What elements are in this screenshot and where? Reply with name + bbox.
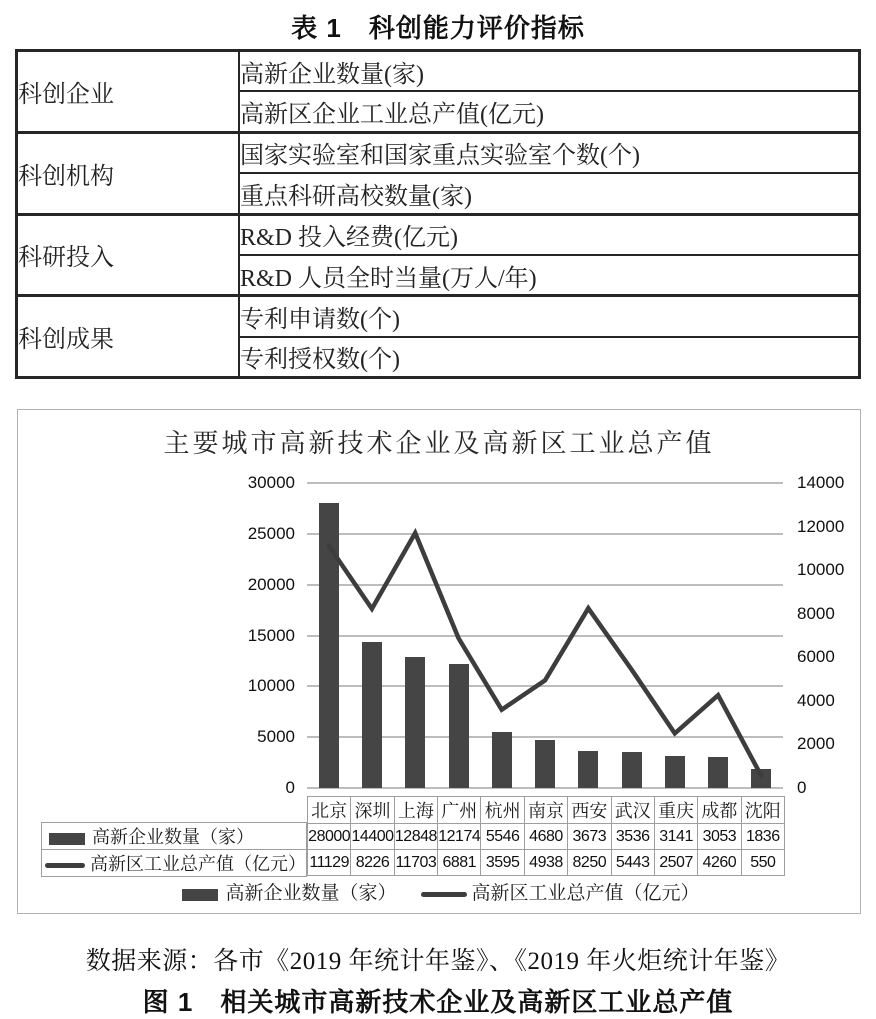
series-name-cell [42,823,307,850]
indicator-table [15,49,861,379]
category-cell: 科创成果 [17,296,240,378]
category-cell: 科研投入 [17,214,240,296]
city-label-cell: 广州 [438,797,481,824]
line-value-cell: 4938 [524,850,567,876]
line-value-cell: 2507 [654,850,697,876]
left-axis-tick-label: 30000 [247,473,295,492]
indicator-cell: R&D 投入经费(亿元) [239,214,860,255]
series-name-label: 高新区工业总产值（亿元） [90,854,306,874]
line-swatch-icon [421,892,467,897]
data-source-note: 数据来源：各市《2019 年统计年鉴》、《2019 年火炬统计年鉴》 [85,948,791,975]
legend-label: 高新企业数量（家） [225,883,397,904]
line-value-cell: 3595 [481,850,524,876]
bar-value-cell: 3673 [568,824,611,850]
city-label-cell: 重庆 [654,797,697,824]
line-path [329,533,762,776]
city-label-cell: 杭州 [481,797,524,824]
city-label-cell: 南京 [524,797,567,824]
table-row [42,850,307,877]
table-row [17,214,860,255]
chart-data-table [307,796,785,876]
right-axis-tick-label: 8000 [797,603,835,623]
right-axis-tick-label: 2000 [797,734,835,754]
indicator-cell: 高新企业数量(家) [239,51,860,92]
city-label-cell: 西安 [568,797,611,824]
indicator-cell: 高新区企业工业总产值(亿元) [239,91,860,132]
right-axis-tick-label: 0 [797,778,807,797]
city-label-cell: 上海 [394,797,437,824]
table-row [42,823,307,850]
right-axis-tick-label: 6000 [797,647,835,667]
chart-legend [18,878,860,905]
table-title: 表 1 科创能力评价指标 [291,13,585,43]
figure-chart [17,409,861,914]
bar-value-cell: 14400 [351,824,394,850]
city-label-cell: 北京 [308,797,351,824]
line-value-cell: 11129 [308,850,351,876]
left-axis-tick-label: 20000 [247,574,295,594]
figure-caption: 图 1 相关城市高新技术企业及高新区工业总产值 [142,987,734,1017]
series-name-cell [42,850,307,877]
indicator-cell: 专利授权数(个) [239,337,860,378]
table-row [308,824,785,850]
line-value-cell: 5443 [611,850,654,876]
bar-value-cell: 12848 [394,824,437,850]
category-cell: 科创企业 [17,51,240,133]
table-row [308,850,785,876]
city-label-cell: 武汉 [611,797,654,824]
bar-value-cell: 1836 [741,824,784,850]
legend-label: 高新区工业总产值（亿元） [471,883,700,904]
line-series [307,483,783,788]
indicator-cell: 专利申请数(个) [239,296,860,337]
line-value-cell: 550 [741,850,784,876]
left-axis-tick-label: 10000 [247,676,295,696]
left-axis-tick-label: 15000 [247,625,295,645]
legend-item [421,878,700,905]
category-cell: 科创机构 [17,132,240,214]
bar-value-cell: 28000 [308,824,351,850]
left-axis-tick-label: 25000 [247,523,295,543]
table-row [17,132,860,173]
left-axis-tick-label: 0 [285,778,295,797]
left-axis-tick-label: 5000 [257,727,295,747]
indicator-cell: 重点科研高校数量(家) [239,173,860,214]
bar-value-cell: 5546 [481,824,524,850]
table-row [308,797,785,824]
indicator-cell: 国家实验室和国家重点实验室个数(个) [239,132,860,173]
bar-swatch-icon [49,833,85,845]
line-value-cell: 6881 [438,850,481,876]
series-header-table [41,822,307,877]
series-name-label: 高新企业数量（家） [92,827,254,847]
line-value-cell: 11703 [394,850,437,876]
bar-value-cell: 3536 [611,824,654,850]
bar-value-cell: 12174 [438,824,481,850]
table-row [17,296,860,337]
indicator-cell: R&D 人员全时当量(万人/年) [239,255,860,296]
city-label-cell: 成都 [698,797,741,824]
bar-value-cell: 3141 [654,824,697,850]
right-axis-tick-label: 12000 [797,516,845,536]
bar-value-cell: 4680 [524,824,567,850]
legend-item [178,878,396,905]
city-label-cell: 深圳 [351,797,394,824]
right-axis-tick-label: 4000 [797,690,835,710]
right-axis-tick-label: 14000 [797,473,845,492]
line-value-cell: 8250 [568,850,611,876]
line-swatch-icon [45,863,85,868]
bar-swatch-icon [182,889,218,901]
right-axis-tick-label: 10000 [797,560,845,580]
chart-title: 主要城市高新技术企业及高新区工业总产值 [163,429,715,458]
bar-value-cell: 3053 [698,824,741,850]
table-row [17,51,860,92]
city-label-cell: 沈阳 [741,797,784,824]
line-value-cell: 8226 [351,850,394,876]
line-value-cell: 4260 [698,850,741,876]
